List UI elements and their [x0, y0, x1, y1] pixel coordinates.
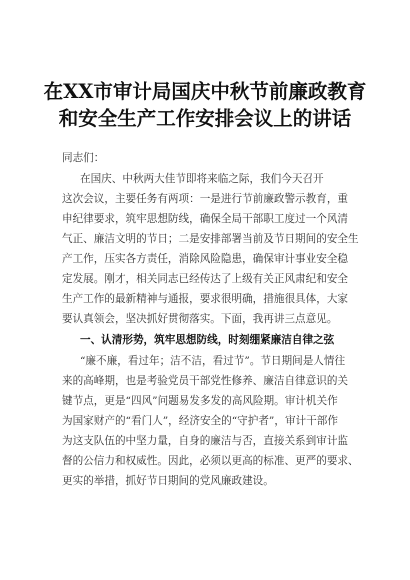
- document-title-line-1: 在XX市审计局国庆中秋节前廉政教育: [43, 80, 367, 103]
- paragraph-1-line-3: 申纪律要求，筑牢思想防线，确保全局干部职工度过一个风清: [62, 213, 349, 225]
- section-1-line-7: 更实的举措，抓好节日期间的党风廉政建设。: [62, 475, 274, 487]
- section-1-heading: 一、认清形势，筑牢思想防线，时刻绷紧廉洁自律之弦: [80, 334, 335, 346]
- paragraph-1-line-5: 产工作，压实各方责任，消除风险隐患，确保审计事业安全稳: [62, 253, 349, 265]
- section-1-line-4: 为国家财产的“看门人”，经济安全的“守护者”，审计干部作: [62, 415, 338, 427]
- paragraph-1-line-8: 要认真领会，坚决抓好贯彻落实。下面，我再讲三点意见。: [62, 313, 338, 325]
- document-title-line-2: 和安全生产工作安排会议上的讲话: [58, 107, 352, 130]
- paragraph-1-line-7: 生产工作的最新精神与通报，要求很明确，措施很具体，大家: [62, 293, 349, 305]
- paragraph-1-line-4: 气正、廉洁文明的节日；二是安排部署当前及节日期间的安全生: [62, 233, 359, 245]
- paragraph-1-line-1: 在国庆、中秋两大佳节即将来临之际，我们今天召开: [80, 173, 324, 185]
- section-1-line-1: “廉不廉，看过年；洁不洁，看过节”。节日期间是人情往: [80, 355, 346, 367]
- paragraph-1-line-2: 这次会议，主要任务有两项：一是进行节前廉政警示教育，重: [62, 193, 349, 205]
- section-1-line-3: 键节点，更是“四风”问题易发多发的高风险期。审计机关作: [62, 395, 338, 407]
- section-1-line-5: 为这支队伍的中坚力量，自身的廉洁与否，直接关系到审计监: [62, 435, 349, 447]
- section-1-line-2: 来的高峰期，也是考验党员干部党性修养、廉洁自律意识的关: [62, 375, 349, 387]
- salutation: 同志们：: [62, 152, 105, 164]
- section-1-line-6: 督的公信力和权威性。因此，必须以更高的标准、更严的要求、: [62, 455, 359, 467]
- paragraph-1-line-6: 定发展。刚才，相关同志已经传达了上级有关正风肃纪和安全: [62, 273, 349, 285]
